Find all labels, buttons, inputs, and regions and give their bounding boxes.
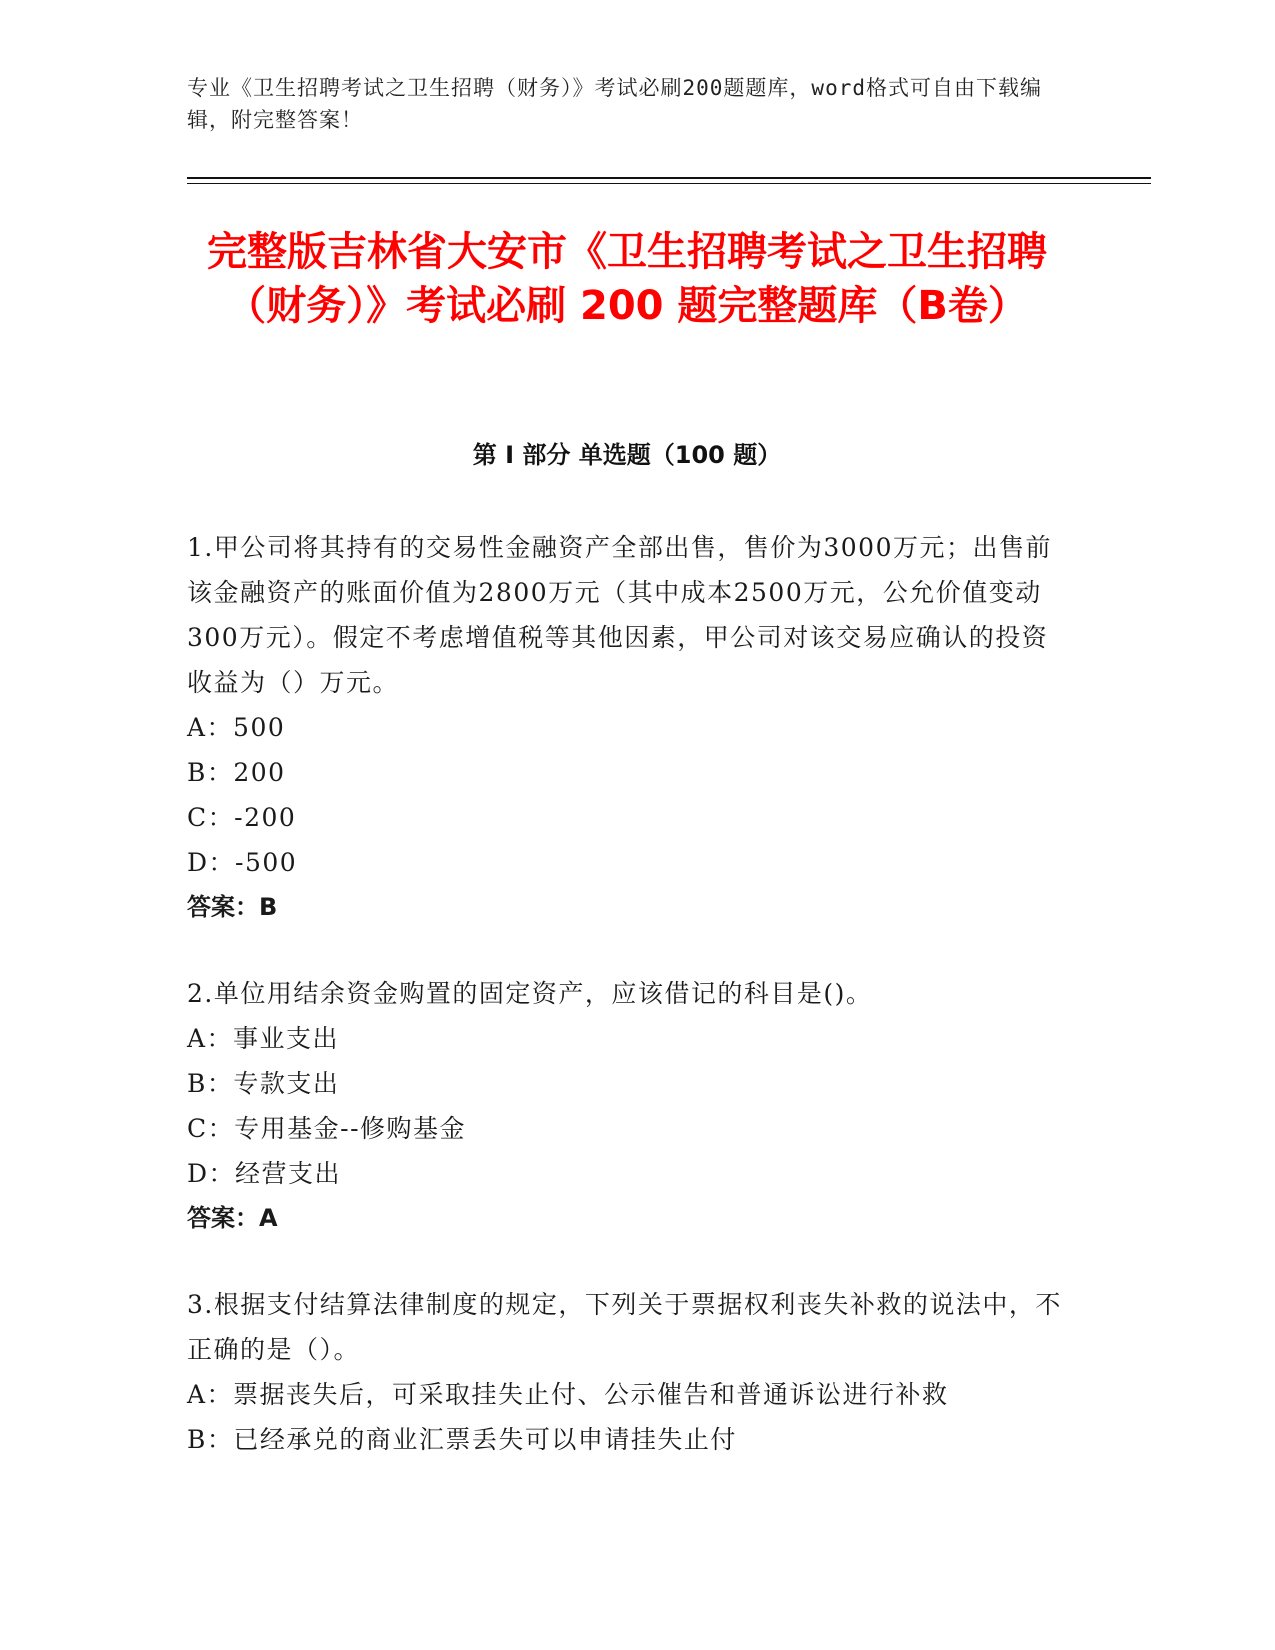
section-title: 第 I 部分 单选题（100 题） (472, 441, 782, 469)
option-d: D：-500 (187, 848, 298, 877)
document-title: 完整版吉林省大安市《卫生招聘考试之卫生招聘（财务）》考试必刷 200 题完整题库（B卷） (207, 229, 1047, 329)
option-a: A：500 (187, 713, 286, 742)
option-c: C：-200 (187, 803, 297, 832)
answer: 答案：B (187, 893, 278, 921)
question-text: 2.单位用结余资金购置的固定资产，应该借记的科目是()。 (187, 979, 873, 1008)
option-b: B：200 (187, 758, 286, 787)
option-c: C：专用基金--修购基金 (187, 1114, 467, 1143)
answer: 答案：A (187, 1204, 278, 1232)
question-text: 1.甲公司将其持有的交易性金融资产全部出售，售价为3000万元；出售前该金融资产的账面价值为2800万元（其中成本2500万元，公允价值变动300万元）。假定不考虑增值税等其他因素，甲公司对该交易应确认的投资收益为（）万元。 (187, 533, 1052, 697)
question-1 (187, 525, 1067, 930)
question-list (187, 525, 1067, 1503)
header-rule-thin (187, 183, 1151, 184)
question-text: 3.根据支付结算法律制度的规定，下列关于票据权利丧失补救的说法中，不正确的是（）。 (187, 1290, 1062, 1364)
question-2 (187, 971, 1067, 1241)
option-d: D：经营支出 (187, 1159, 342, 1188)
option-a: A：事业支出 (187, 1024, 340, 1053)
question-3 (187, 1282, 1067, 1462)
header-rule-thick (187, 177, 1151, 179)
option-b: B：已经承兑的商业汇票丢失可以申请挂失止付 (187, 1425, 737, 1454)
option-a: A：票据丧失后，可采取挂失止付、公示催告和普通诉讼进行补救 (187, 1380, 949, 1409)
option-b: B：专款支出 (187, 1069, 340, 1098)
header-note: 专业《卫生招聘考试之卫生招聘（财务）》考试必刷200题题库，word格式可自由下载编辑，附完整答案！ (187, 76, 1042, 132)
